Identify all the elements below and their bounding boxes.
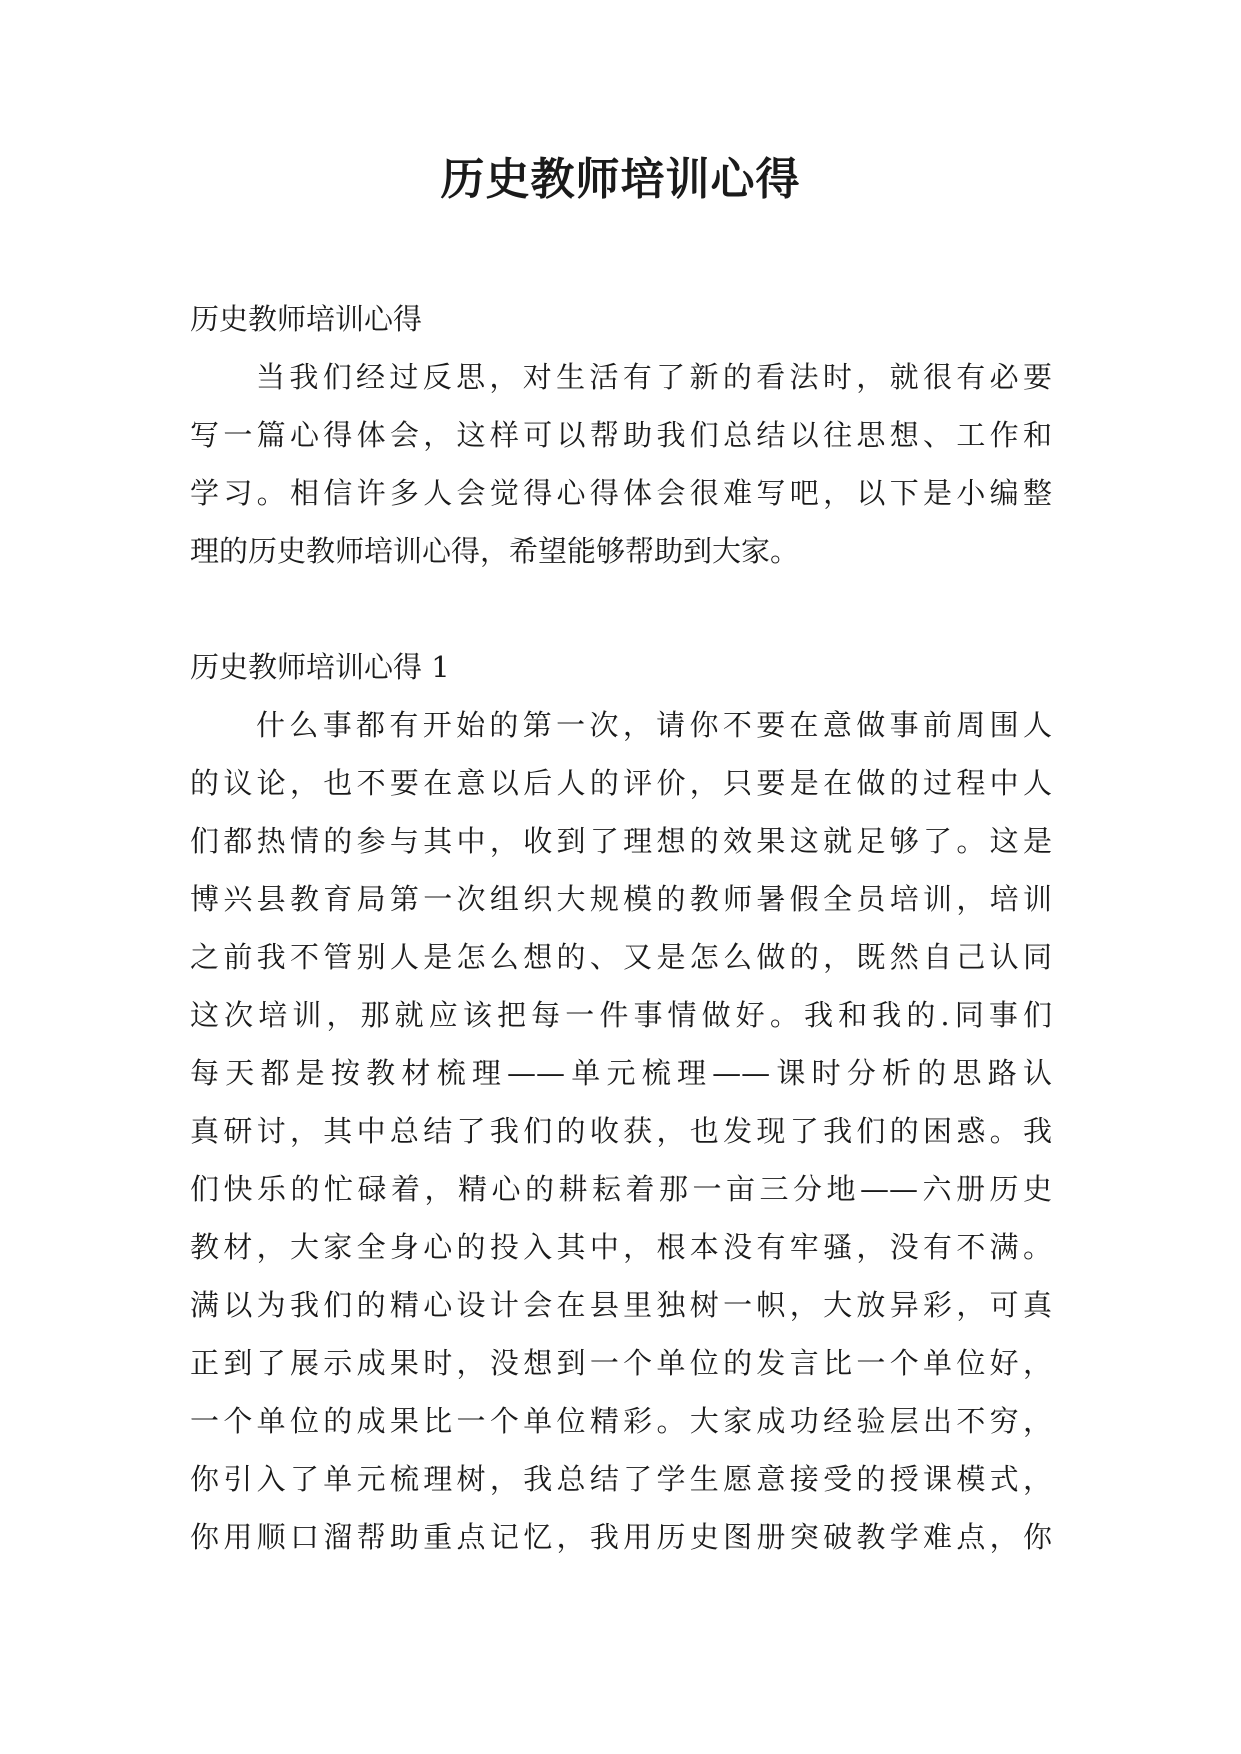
paragraph-line: 之前我不管别人是怎么想的、又是怎么做的，既然自己认同 bbox=[190, 940, 1052, 974]
paragraph-line: 博兴县教育局第一次组织大规模的教师暑假全员培训，培训 bbox=[190, 882, 1052, 916]
paragraph-spacer bbox=[190, 580, 1052, 638]
intro-heading: 历史教师培训心得 bbox=[190, 302, 423, 336]
paragraph-line: 写一篇心得体会，这样可以帮助我们总结以往思想、工作和 bbox=[190, 418, 1052, 452]
paragraph-line: 满以为我们的精心设计会在县里独树一帜，大放异彩，可真 bbox=[190, 1288, 1052, 1322]
paragraph-line: 当我们经过反思，对生活有了新的看法时，就很有必要 bbox=[256, 360, 1052, 394]
paragraph-line: 真研讨，其中总结了我们的收获，也发现了我们的困惑。我 bbox=[190, 1114, 1052, 1148]
paragraph-line: 学习。相信许多人会觉得心得体会很难写吧，以下是小编整 bbox=[190, 476, 1052, 510]
paragraph-line: 正到了展示成果时，没想到一个单位的发言比一个单位好， bbox=[190, 1346, 1052, 1380]
paragraph-line: 教材，大家全身心的投入其中，根本没有牢骚，没有不满。 bbox=[190, 1230, 1052, 1264]
paragraph-line: 你用顺口溜帮助重点记忆，我用历史图册突破教学难点，你 bbox=[190, 1520, 1052, 1554]
paragraph-line: 们都热情的参与其中，收到了理想的效果这就足够了。这是 bbox=[190, 824, 1052, 858]
paragraph-line: 一个单位的成果比一个单位精彩。大家成功经验层出不穷， bbox=[190, 1404, 1052, 1438]
document-body bbox=[190, 290, 1052, 1566]
paragraph-line: 什么事都有开始的第一次，请你不要在意做事前周围人 bbox=[256, 708, 1052, 742]
paragraph-line: 的议论，也不要在意以后人的评价，只要是在做的过程中人 bbox=[190, 766, 1052, 800]
section-paragraph bbox=[190, 696, 1052, 1566]
paragraph-line: 每天都是按教材梳理——单元梳理——课时分析的思路认 bbox=[190, 1056, 1052, 1090]
section-heading: 历史教师培训心得 1 bbox=[190, 650, 450, 684]
paragraph-line: 们快乐的忙碌着，精心的耕耘着那一亩三分地——六册历史 bbox=[190, 1172, 1052, 1206]
paragraph-line: 这次培训，那就应该把每一件事情做好。我和我的.同事们 bbox=[190, 998, 1052, 1032]
document-title: 历史教师培训心得 bbox=[440, 154, 801, 205]
intro-paragraph bbox=[190, 348, 1052, 580]
paragraph-line: 理的历史教师培训心得，希望能够帮助到大家。 bbox=[190, 534, 800, 568]
paragraph-line: 你引入了单元梳理树，我总结了学生愿意接受的授课模式， bbox=[190, 1462, 1052, 1496]
